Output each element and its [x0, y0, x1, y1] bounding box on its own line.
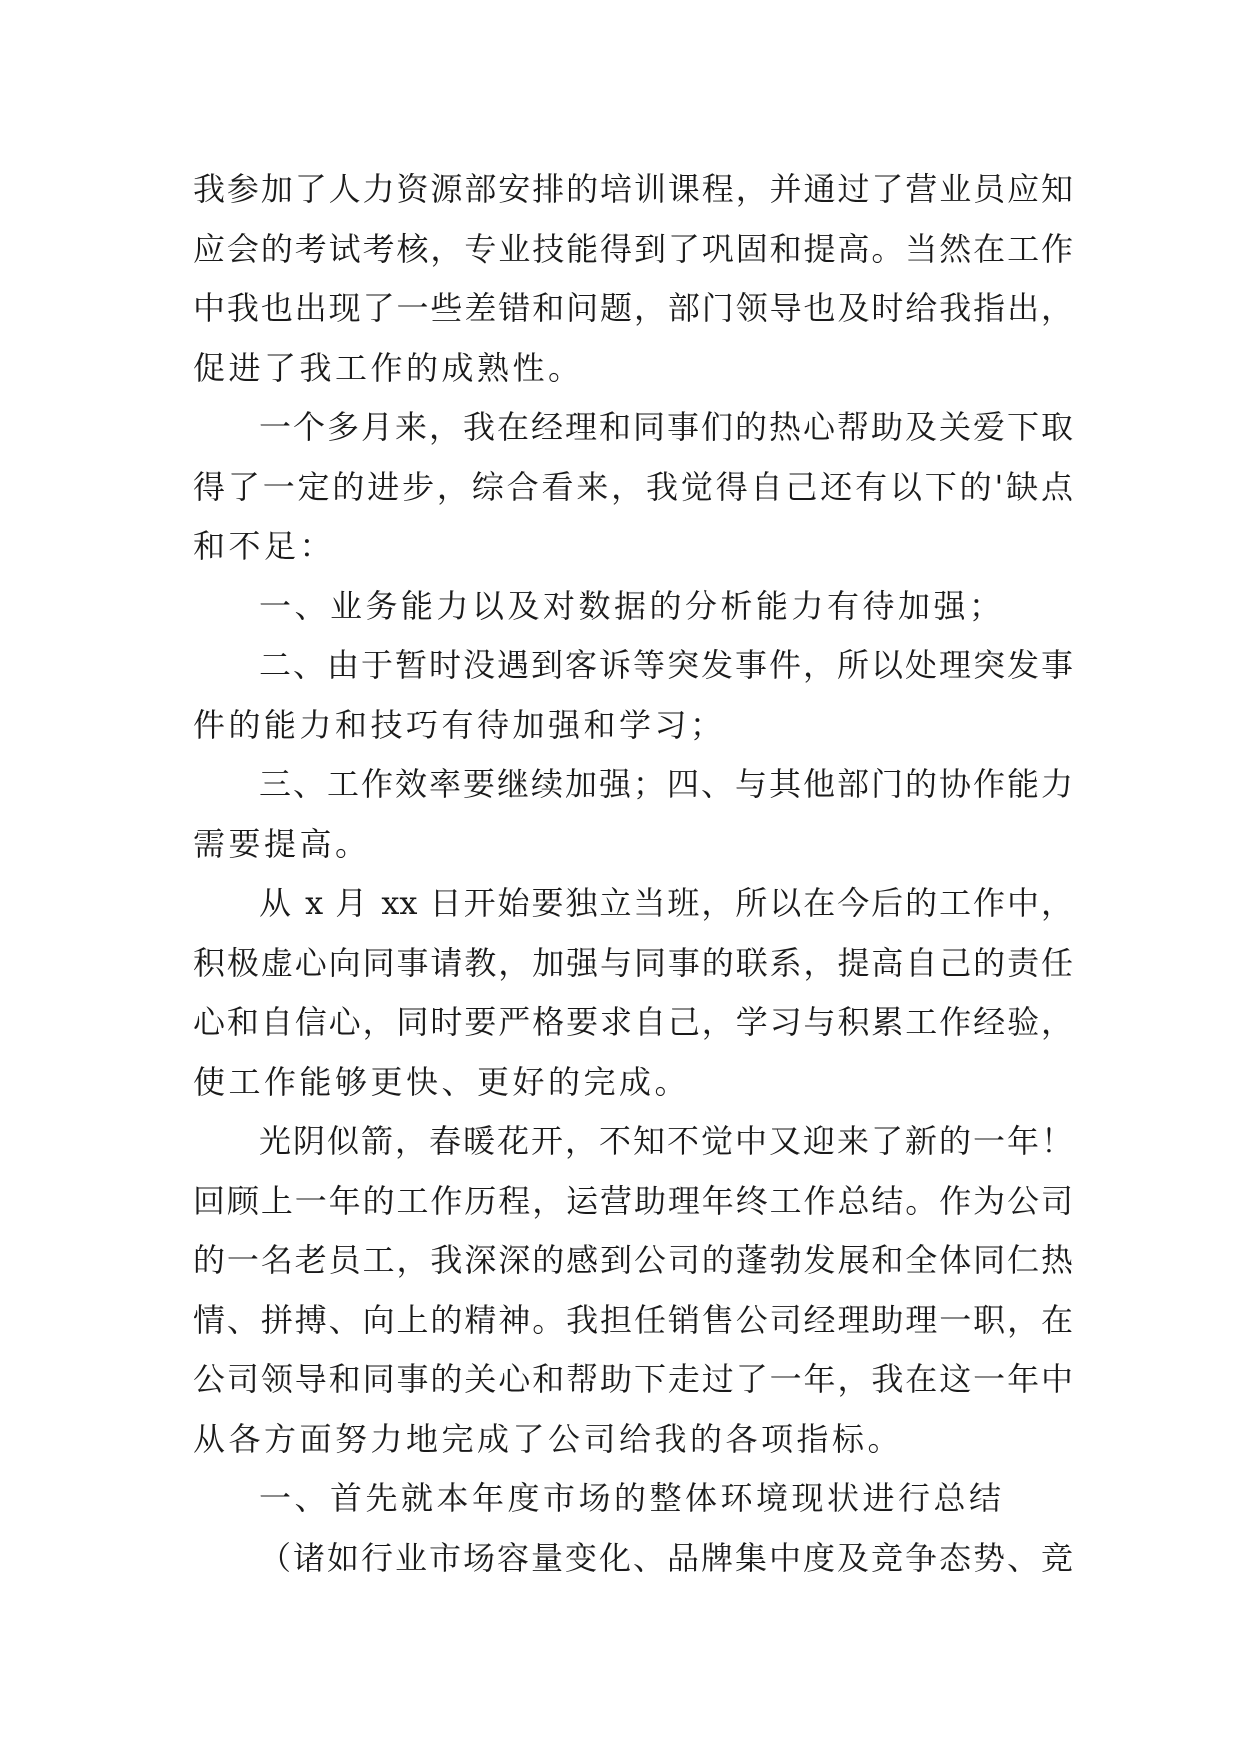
text-line: 情、拼搏、向上的精神。我担任销售公司经理助理一职，在 — [193, 1300, 1073, 1339]
text-line: 使工作能够更快、更好的完成。 — [193, 1062, 691, 1101]
text-line: 中我也出现了一些差错和问题，部门领导也及时给我指出， — [193, 289, 1073, 327]
text-line: 一、首先就本年度市场的整体环境现状进行总结 — [259, 1479, 1005, 1517]
text-line: 从各方面努力地完成了公司给我的各项指标。 — [193, 1419, 904, 1458]
text-line: 的一名老员工，我深深的感到公司的蓬勃发展和全体同仁热 — [193, 1241, 1073, 1279]
text-line: 得了一定的进步，综合看来，我觉得自己还有以下的'缺点 — [193, 467, 1073, 506]
text-line: 心和自信心，同时要严格要求自己，学习与积累工作经验， — [193, 1003, 1073, 1041]
text-line: 一个多月来，我在经理和同事们的热心帮助及关爱下取 — [259, 408, 1073, 446]
text-line: 公司领导和同事的关心和帮助下走过了一年，我在这一年中 — [193, 1360, 1073, 1398]
text-line: 和不足： — [193, 527, 336, 565]
text-line: 从 x 月 xx 日开始要独立当班，所以在今后的工作中， — [259, 884, 1073, 922]
text-line: 需要提高。 — [193, 824, 371, 863]
text-line: 我参加了人力资源部安排的培训课程，并通过了营业员应知 — [193, 170, 1073, 208]
text-line: 积极虚心向同事请教，加强与同事的联系，提高自己的责任 — [193, 943, 1073, 982]
text-line: （诸如行业市场容量变化、品牌集中度及竞争态势、竞 — [259, 1538, 1073, 1577]
text-line: 一、业务能力以及对数据的分析能力有待加强； — [259, 586, 1005, 625]
text-line: 回顾上一年的工作历程，运营助理年终工作总结。作为公司 — [193, 1181, 1073, 1220]
text-line: 促进了我工作的成熟性。 — [193, 348, 584, 387]
text-line: 件的能力和技巧有待加强和学习； — [193, 705, 726, 744]
document-body — [193, 160, 1073, 1588]
text-line: 光阴似箭，春暖花开，不知不觉中又迎来了新的一年！ — [259, 1122, 1073, 1160]
text-line: 二、由于暂时没遇到客诉等突发事件，所以处理突发事 — [259, 646, 1073, 684]
text-line: 应会的考试考核，专业技能得到了巩固和提高。当然在工作 — [193, 229, 1073, 268]
text-line: 三、工作效率要继续加强；四、与其他部门的协作能力 — [259, 765, 1073, 803]
